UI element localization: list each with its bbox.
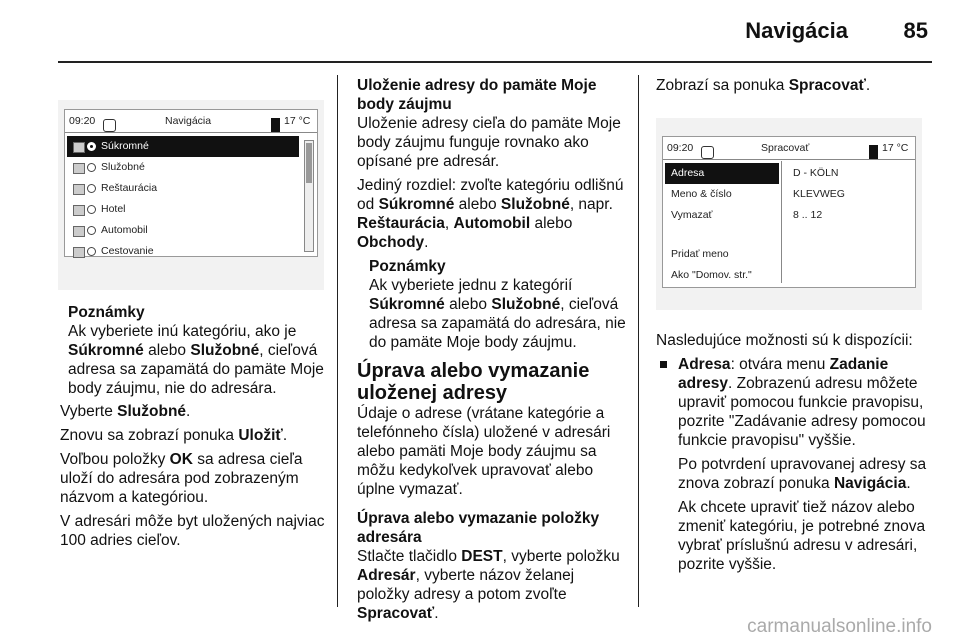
column-3-body: [656, 331, 934, 579]
text: Vyberte: [60, 403, 118, 420]
note-heading: Poznámky: [369, 258, 446, 275]
scrollbar[interactable]: [304, 140, 314, 252]
header-rule: [58, 61, 932, 63]
text-bold: Navigácia: [833, 475, 907, 492]
text: .: [186, 403, 191, 420]
paragraph: [357, 547, 629, 623]
category-item-restauracia[interactable]: [67, 178, 299, 199]
menu-item-ako-domov[interactable]: Ako "Domov. str.": [671, 269, 752, 281]
text-bold: Adresár: [357, 567, 416, 584]
text: , vyberte položku: [502, 548, 620, 565]
paragraph: [60, 402, 332, 421]
text: sa adresa cieľa uloží do adresára pod zobrazeným názvom a kategóriou.: [60, 451, 303, 506]
status-bar: [65, 110, 317, 133]
text-bold: Adresa: [678, 356, 731, 373]
text-bold: Služobné: [117, 403, 187, 420]
radio-icon: [87, 163, 96, 172]
section-heading-large: Úprava alebo vymazanie uloženej adresy: [357, 360, 590, 404]
text-bold: Služobné: [491, 296, 561, 313]
category-item-cestovanie[interactable]: [67, 241, 299, 262]
paragraph: [678, 455, 934, 493]
column-1-body: [60, 402, 332, 555]
bullet-item-adresa: [656, 355, 934, 574]
text: alebo: [530, 215, 573, 232]
column-divider-2: [638, 75, 639, 607]
radio-icon: [87, 247, 96, 256]
text-bold: Spracovať: [788, 77, 866, 94]
category-label: Automobil: [101, 224, 148, 236]
category-label: Služobné: [101, 161, 145, 173]
paragraph: Nasledujúce možnosti sú k dispozícii:: [656, 332, 913, 349]
paragraph: Údaje o adrese (vrátane kategórie a telefónneho čísla) uložené v adresári alebo pamäti Moje body záujmu sa môžu kedykoľvek upravovať alebo úplne vymazať.: [357, 405, 611, 498]
paragraph: [60, 450, 332, 507]
category-label: Cestovanie: [101, 245, 154, 257]
text: Zobrazí sa ponuka: [656, 77, 789, 94]
text-bold: Služobné: [500, 196, 570, 213]
note-text: [68, 322, 330, 398]
text: , cieľová adresa sa zapamätá do adresára, nie do pamäte Moje body záujmu.: [369, 296, 626, 351]
category-item-sukromne[interactable]: [67, 136, 299, 157]
text: alebo: [454, 196, 501, 213]
menu-item-vymazat[interactable]: Vymazať: [671, 209, 713, 221]
scroll-thumb[interactable]: [306, 143, 312, 183]
text: Ak vyberiete jednu z kategórií: [369, 277, 573, 294]
text-bold: Reštaurácia: [357, 215, 445, 232]
text: .: [282, 427, 288, 444]
page-number: 85: [903, 18, 928, 43]
nav-screen: [64, 109, 318, 257]
column-3-intro: [656, 76, 928, 95]
text: Voľbou položky: [60, 451, 170, 468]
text: , cieľová adresa sa zapamätá do pamäte Moje body záujmu, nie do adresára.: [68, 342, 324, 397]
text-bold: Automobil: [453, 215, 531, 232]
screen-title: Navigácia: [165, 115, 212, 127]
address-line-city: D - KÖLN: [793, 167, 839, 179]
text: Stlačte tlačidlo: [357, 548, 462, 565]
note-block-2: [357, 257, 629, 352]
watermark: carmanualsonline.info: [747, 616, 932, 637]
text-bold: Služobné: [190, 342, 260, 359]
radio-icon: [87, 205, 96, 214]
radio-icon: [87, 142, 96, 151]
pane-divider: [781, 161, 782, 283]
note-block-1: [68, 303, 330, 398]
category-item-hotel[interactable]: [67, 199, 299, 220]
temperature-value: 17 °C: [284, 115, 311, 127]
text: alebo: [444, 296, 492, 313]
category-label: Hotel: [101, 203, 126, 215]
paragraph: Ak chcete upraviť tiež názov alebo zmeniť kategóriu, je potrebné znova vybrať príslušnú adresu v adresári, pozrite vyššie.: [678, 499, 926, 573]
text: Jediný rozdiel: zvoľte kategóriu odlišnú od: [357, 177, 624, 213]
status-bar: [663, 137, 915, 160]
text-bold: Zadanie adresy: [678, 356, 889, 392]
screenshot-panel-spracovat: [656, 118, 922, 310]
text-bold: Súkromné: [378, 196, 455, 213]
text: ,: [444, 215, 454, 232]
edit-screen: [662, 136, 916, 288]
category-icon: [73, 163, 85, 174]
text-bold: Spracovať: [357, 605, 435, 622]
radio-icon: [87, 226, 96, 235]
text: .: [434, 605, 439, 622]
category-item-automobil[interactable]: [67, 220, 299, 241]
paragraph: Uloženie adresy cieľa do pamäte Moje body záujmu funguje rovnako ako opísané pre adresár.: [357, 115, 621, 170]
text: .: [865, 77, 871, 94]
address-line-number: 8 .. 12: [793, 209, 823, 221]
paragraph: [60, 426, 332, 445]
paragraph: [357, 176, 629, 252]
paragraph: V adresári môže byt uložených najviac 100 adries cieľov.: [60, 513, 325, 549]
category-label: Súkromné: [101, 140, 149, 152]
subsection-heading: Úprava alebo vymazanie položky adresára: [357, 510, 600, 546]
menu-item-pridat-meno[interactable]: Pridať meno: [671, 248, 729, 260]
category-item-sluzobne[interactable]: [67, 157, 299, 178]
text-bold: Obchody: [357, 234, 425, 251]
category-icon: [73, 205, 85, 216]
page-header-title: Navigácia: [745, 18, 848, 43]
column-2-body: [357, 76, 629, 628]
bullet-square-icon: [660, 361, 667, 368]
text: .: [424, 234, 429, 251]
text-bold: Súkromné: [369, 296, 445, 313]
category-icon: [73, 184, 85, 195]
text: .: [906, 475, 911, 492]
category-icon: [73, 226, 85, 237]
text-bold: Súkromné: [68, 342, 144, 359]
edit-menu-list: [665, 163, 779, 286]
category-label: Reštaurácia: [101, 182, 158, 194]
note-text: [369, 276, 629, 352]
screen-title: Spracovať: [761, 142, 810, 154]
paragraph: [678, 355, 934, 450]
note-heading: Poznámky: [68, 304, 145, 321]
category-icon: [73, 247, 85, 258]
text: . Zobrazenú adresu môžete upraviť pomocou funkcie pravopisu, pozrite "Zadávanie adresy pomocou funkcie pravopisu" vyššie.: [678, 375, 926, 449]
address-preview: [787, 163, 907, 226]
text: , napr.: [569, 196, 613, 213]
clock-time: 09:20: [69, 115, 96, 127]
text: : otvára menu: [730, 356, 830, 373]
text: alebo: [143, 342, 191, 359]
category-list: [67, 136, 299, 262]
screenshot-panel-navigacia: [58, 100, 324, 290]
column-divider-1: [337, 75, 338, 607]
category-icon: [73, 142, 85, 153]
clock-time: 09:20: [667, 142, 694, 154]
address-line-street: KLEVWEG: [793, 188, 845, 200]
text: Ak vyberiete inú kategóriu, ako je: [68, 323, 297, 340]
text: , vyberte názov želanej položky adresy a potom zvoľte: [357, 567, 575, 603]
text: Po potvrdení upravovanej adresy sa znova zobrazí ponuka: [678, 456, 927, 492]
radio-icon: [87, 184, 96, 193]
section-heading: Uloženie adresy do pamäte Moje body záujmu: [357, 77, 597, 113]
text-bold: DEST: [461, 548, 503, 565]
text: Znovu sa zobrazí ponuka: [60, 427, 239, 444]
menu-item-adresa[interactable]: Adresa: [665, 163, 779, 184]
text-bold: Uložiť: [238, 427, 283, 444]
menu-item-meno-cislo[interactable]: Meno & číslo: [671, 188, 732, 200]
temperature-value: 17 °C: [882, 142, 909, 154]
text-bold: OK: [169, 451, 193, 468]
